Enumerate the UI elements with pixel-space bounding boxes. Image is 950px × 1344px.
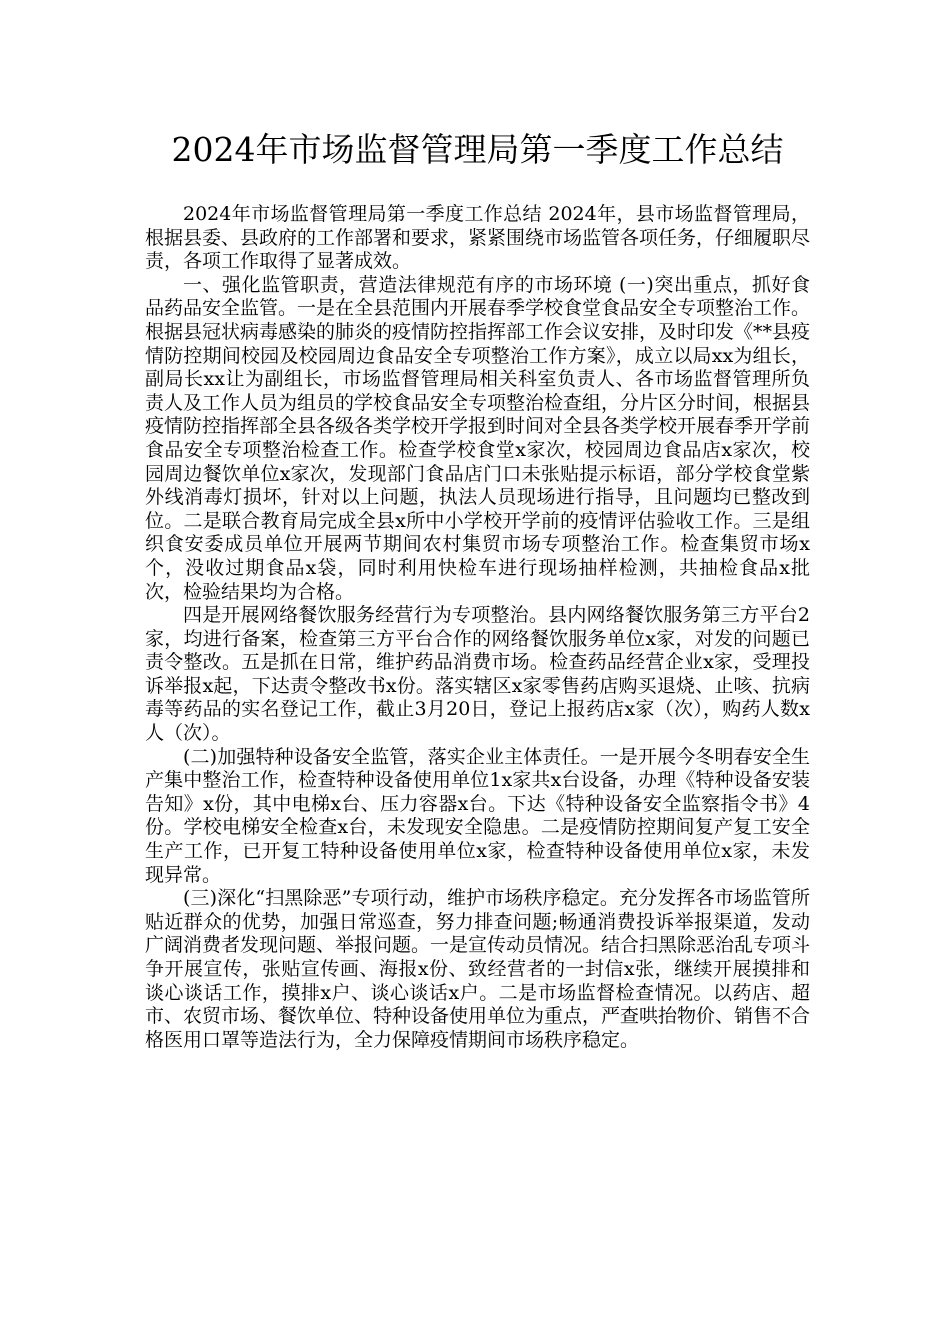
document-body — [145, 203, 810, 1052]
paragraph-intro: 2024年市场监督管理局第一季度工作总结 2024年，县市场监督管理局，根据县委、县政府的工作部署和要求，紧紧围绕市场监管各项任务，仔细履职尽责，各项工作取得了显著成效。 — [145, 203, 811, 273]
document-title: 2024年市场监督管理局第一季度工作总结 — [171, 130, 784, 169]
paragraph-food-drug-safety: 一、强化监管职责，营造法律规范有序的市场环境 (一)突出重点，抓好食品药品安全监管。一是在全县范围内开展春季学校食堂食品安全专项整治工作。根据县冠状病毒感染的肺炎的疫情防控指挥部工作会议安排，及时印发《**县疫情防控期间校园及校园周边食品安全专项整治工作方案》，成立以局xx为组长，副局长xx让为副组长，市场监督管理局相关科室负责人、各市场监督管理所负责人及工作人员为组员的学校食品安全专项整治检查组，分片区分时间，根据县疫情防控指挥部全县各级各类学校开学报到时间对全县各类学校开展春季开学前食品安全专项整治检查工作。检查学校食堂x家次，校园周边食品店x家次，校园周边餐饮单位x家次，发现部门食品店门口未张贴提示标语，部分学校食堂紫外线消毒灯损坏，针对以上问题，执法人员现场进行指导，且问题均已整改到位。二是联合教育局完成全县x所中小学校开学前的疫情评估验收工作。三是组织食安委成员单位开展两节期间农村集贸市场专项整治工作。检查集贸市场x个，没收过期食品x袋，同时利用快检车进行现场抽样检测，共抽检食品x批次，检验结果均为合格。 — [145, 273, 811, 603]
paragraph-special-equipment: (二)加强特种设备安全监管，落实企业主体责任。一是开展今冬明春安全生产集中整治工作，检查特种设备使用单位1x家共x台设备，办理《特种设备安装告知》x份，其中电梯x台、压力容器x台。下达《特种设备安全监察指令书》4份。学校电梯安全检查x台，未发现安全隐患。二是疫情防控期间复产复工安全生产工作，已开复工特种设备使用单位x家，检查特种设备使用单位x家，未发现异常。 — [145, 745, 810, 886]
paragraph-online-catering: 四是开展网络餐饮服务经营行为专项整治。县内网络餐饮服务第三方平台2家，均进行备案，检查第三方平台合作的网络餐饮服务单位x家，对发的问题已责令整改。五是抓在日常，维护药品消费市场。检查药品经营企业x家，受理投诉举报x起，下达责令整改书x份。落实辖区x家零售药店购买退烧、止咳、抗病毒等药品的实名登记工作，截止3月20日，登记上报药店x家（次），购药人数x人（次）。 — [145, 604, 810, 745]
document-page — [145, 128, 810, 1052]
paragraph-anti-crime: (三)深化“扫黑除恶”专项行动，维护市场秩序稳定。充分发挥各市场监管所贴近群众的优势，加强日常巡查，努力排查问题;畅通消费投诉举报渠道，发动广阔消费者发现问题、举报问题。一是宣传动员情况。结合扫黑除恶治乱专项斗争开展宣传，张贴宣传画、海报x份、致经营者的一封信x张，继续开展摸排和谈心谈话工作，摸排x户、谈心谈话x户。二是市场监督检查情况。以药店、超市、农贸市场、餐饮单位、特种设备使用单位为重点，严查哄抬物价、销售不合格医用口罩等造法行为，全力保障疫情期间市场秩序稳定。 — [145, 887, 811, 1051]
